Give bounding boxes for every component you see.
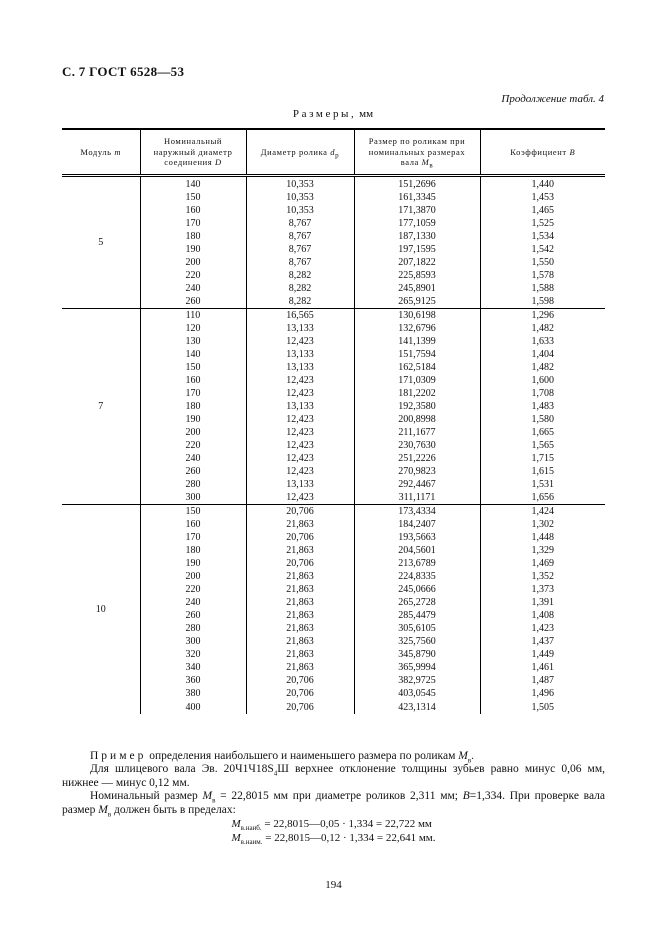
table-cell: 265,9125 [354, 295, 480, 309]
table-row [62, 596, 605, 609]
table-cell: 12,423 [246, 335, 354, 348]
table-row [62, 635, 605, 648]
table-cell: 110 [140, 308, 246, 322]
table-row [62, 175, 605, 191]
sizes-caption [62, 108, 604, 120]
table-cell: 1,302 [480, 518, 605, 531]
table-cell: 193,5663 [354, 531, 480, 544]
table-cell: 340 [140, 661, 246, 674]
table-cell: 20,706 [246, 557, 354, 570]
table-row [62, 531, 605, 544]
table-cell: 130 [140, 335, 246, 348]
table-cell: 280 [140, 622, 246, 635]
table-cell: 260 [140, 465, 246, 478]
table-cell: 12,423 [246, 426, 354, 439]
table-cell: 245,0666 [354, 583, 480, 596]
table-row [62, 361, 605, 374]
table-cell: 1,483 [480, 400, 605, 413]
table-cell: 171,0309 [354, 374, 480, 387]
table-cell: 260 [140, 609, 246, 622]
table-cell: 132,6796 [354, 322, 480, 335]
table-row [62, 570, 605, 583]
module-value: 10 [62, 504, 140, 714]
table-cell: 13,133 [246, 361, 354, 374]
table-cell: 213,6789 [354, 557, 480, 570]
table-cell: 1,482 [480, 361, 605, 374]
table-row [62, 622, 605, 635]
table-cell: 161,3345 [354, 191, 480, 204]
table-cell: 1,633 [480, 335, 605, 348]
table-cell: 20,706 [246, 700, 354, 714]
table-cell: 21,863 [246, 544, 354, 557]
table-cell: 200 [140, 256, 246, 269]
table-cell: 1,496 [480, 687, 605, 700]
table-cell: 16,565 [246, 308, 354, 322]
table-cell: 1,588 [480, 282, 605, 295]
table-cell: 170 [140, 217, 246, 230]
table-cell: 380 [140, 687, 246, 700]
table-cell: 184,2407 [354, 518, 480, 531]
table-cell: 1,656 [480, 491, 605, 505]
table-cell: 220 [140, 439, 246, 452]
table-cell: 1,465 [480, 204, 605, 217]
table-cell: 181,2202 [354, 387, 480, 400]
table-cell: 13,133 [246, 322, 354, 335]
table-cell: 151,2696 [354, 175, 480, 191]
table-cell: 1,565 [480, 439, 605, 452]
table-cell: 1,408 [480, 609, 605, 622]
table-row [62, 491, 605, 505]
table-cell: 1,391 [480, 596, 605, 609]
table-cell: 12,423 [246, 387, 354, 400]
table-cell: 423,1314 [354, 700, 480, 714]
table-cell: 1,404 [480, 348, 605, 361]
table-cell: 20,706 [246, 687, 354, 700]
table-cell: 8,767 [246, 230, 354, 243]
col-header-roller-size: Размер по роликам при номинальных размерах вала $М_в$ [354, 129, 480, 175]
table-cell: 245,8901 [354, 282, 480, 295]
table-cell: 345,8790 [354, 648, 480, 661]
table-cell: 8,282 [246, 282, 354, 295]
table-cell: 21,863 [246, 570, 354, 583]
table-row [62, 557, 605, 570]
table-cell: 204,5601 [354, 544, 480, 557]
table-cell: 140 [140, 348, 246, 361]
table-cell: 160 [140, 518, 246, 531]
table-cell: 382,9725 [354, 674, 480, 687]
table-cell: 265,2728 [354, 596, 480, 609]
table-row [62, 700, 605, 714]
table-cell: 1,373 [480, 583, 605, 596]
table-cell: 12,423 [246, 452, 354, 465]
table-cell: 10,353 [246, 175, 354, 191]
table-cell: 320 [140, 648, 246, 661]
table-cell: 1,469 [480, 557, 605, 570]
table-cell: 224,8335 [354, 570, 480, 583]
table-cell: 120 [140, 322, 246, 335]
page-number: 194 [325, 879, 342, 891]
table-cell: 162,5184 [354, 361, 480, 374]
formula-min: $М_{в.наим.}$ = 22,8015—0,12 · 1,334 = 22,641 мм. [231, 831, 436, 846]
table-cell: 300 [140, 635, 246, 648]
table-row [62, 452, 605, 465]
table-cell: 225,8593 [354, 269, 480, 282]
table-cell: 21,863 [246, 583, 354, 596]
table-cell: 171,3870 [354, 204, 480, 217]
table-cell: 187,1330 [354, 230, 480, 243]
module-value: 5 [98, 237, 104, 248]
example-paragraph-2: Для шлицевого вала Эв. $20Ч1Ч18S_4Ш$ верхнее отклонение толщины зубьев равно минус 0,06 мм, нижнее — минус 0,12 мм. [62, 763, 605, 789]
table-cell: 21,863 [246, 609, 354, 622]
table-row [62, 204, 605, 217]
table-cell: 140 [140, 175, 246, 191]
table-cell: 190 [140, 413, 246, 426]
table-cell: 180 [140, 544, 246, 557]
table-cell: 240 [140, 452, 246, 465]
table-cell: 311,1171 [354, 491, 480, 505]
table-cell: 1,424 [480, 504, 605, 518]
table-cell: 180 [140, 230, 246, 243]
col-header-roller-diameter: Диаметр ролика $d_р$ [246, 129, 354, 175]
table-cell: 1,542 [480, 243, 605, 256]
table-row [62, 243, 605, 256]
module-value: 7 [62, 308, 140, 504]
table-cell: 1,423 [480, 622, 605, 635]
table-cell: 280 [140, 478, 246, 491]
table-cell: 360 [140, 674, 246, 687]
table-cell: 1,482 [480, 322, 605, 335]
table-cell: 1,437 [480, 635, 605, 648]
table-row [62, 465, 605, 478]
table-cell: 251,2226 [354, 452, 480, 465]
table-cell: 305,6105 [354, 622, 480, 635]
table-cell: 8,767 [246, 217, 354, 230]
table-cell: 300 [140, 491, 246, 505]
table-cell: 220 [140, 269, 246, 282]
table-row [62, 322, 605, 335]
table-cell: 1,665 [480, 426, 605, 439]
table-cell: 240 [140, 282, 246, 295]
table-cell: 8,767 [246, 256, 354, 269]
table-row [62, 583, 605, 596]
table-cell: 180 [140, 400, 246, 413]
table-cell: 21,863 [246, 635, 354, 648]
table-row [62, 191, 605, 204]
table-cell: 1,296 [480, 308, 605, 322]
table-cell: 190 [140, 243, 246, 256]
example-paragraph-1: Пример определения наибольшего и наименьшего размера по роликам $М_в$. [90, 749, 475, 764]
table-row [62, 295, 605, 309]
table-cell: 141,1399 [354, 335, 480, 348]
table-cell: 150 [140, 191, 246, 204]
table-cell: 21,863 [246, 622, 354, 635]
table-row [62, 661, 605, 674]
table-cell: 12,423 [246, 465, 354, 478]
table-row [62, 648, 605, 661]
table-row [62, 400, 605, 413]
table-cell: 21,863 [246, 518, 354, 531]
table-row [62, 282, 605, 295]
formulas-block [62, 818, 605, 845]
table-cell: 230,7630 [354, 439, 480, 452]
sizes-caption-unit: мм [356, 108, 374, 120]
table-cell: 8,282 [246, 269, 354, 282]
table-row [62, 335, 605, 348]
table-cell: 1,615 [480, 465, 605, 478]
table-header-row [62, 129, 605, 175]
table-row [62, 426, 605, 439]
col-header-module: Модуль m [62, 129, 140, 175]
table-cell: 260 [140, 295, 246, 309]
table-cell: 150 [140, 504, 246, 518]
table-cell: 170 [140, 387, 246, 400]
table-row [62, 439, 605, 452]
table-cell: 177,1059 [354, 217, 480, 230]
table-row [62, 230, 605, 243]
table-row [62, 269, 605, 282]
formula-max: $М_{в.наиб.}$ = 22,8015—0,05 · 1,334 = 22,722 мм [231, 818, 432, 833]
table-cell: 12,423 [246, 413, 354, 426]
table-row [62, 217, 605, 230]
table-cell: 1,453 [480, 191, 605, 204]
table-row [62, 413, 605, 426]
table-cell: 1,580 [480, 413, 605, 426]
table-cell: 192,3580 [354, 400, 480, 413]
table-cell: 1,600 [480, 374, 605, 387]
table-cell: 1,440 [480, 175, 605, 191]
table-row [62, 478, 605, 491]
sizes-caption-word: Размеры, [292, 108, 357, 120]
table-cell: 20,706 [246, 674, 354, 687]
example-text [62, 750, 605, 818]
table-cell: 207,1822 [354, 256, 480, 269]
table-cell: 151,7594 [354, 348, 480, 361]
table-cell: 130,6198 [354, 308, 480, 322]
table-cell: 240 [140, 596, 246, 609]
table-continuation-note: Продолжение табл. 4 [501, 93, 604, 105]
table-cell: 200,8998 [354, 413, 480, 426]
table-cell: 1,352 [480, 570, 605, 583]
spline-dimensions-table [62, 128, 605, 714]
doc-reference: С. 7 ГОСТ 6528—53 [62, 64, 185, 79]
table-cell: 13,133 [246, 400, 354, 413]
table-row [62, 518, 605, 531]
table-cell: 190 [140, 557, 246, 570]
table-cell: 1,715 [480, 452, 605, 465]
table-row [62, 504, 605, 518]
table-cell: 1,461 [480, 661, 605, 674]
table-row [62, 374, 605, 387]
table-cell: 1,578 [480, 269, 605, 282]
table-cell: 21,863 [246, 661, 354, 674]
spline-table-body [62, 175, 605, 714]
table-cell: 325,7560 [354, 635, 480, 648]
table-cell: 365,9994 [354, 661, 480, 674]
table-cell: 21,863 [246, 648, 354, 661]
table-row [62, 387, 605, 400]
table-cell: 1,525 [480, 217, 605, 230]
table-cell: 13,133 [246, 478, 354, 491]
table-row [62, 348, 605, 361]
table-cell: 1,329 [480, 544, 605, 557]
table-cell: 1,531 [480, 478, 605, 491]
table-cell: 403,0545 [354, 687, 480, 700]
col-header-coefficient: Коэффициент В [480, 129, 605, 175]
table-cell: 270,9823 [354, 465, 480, 478]
table-cell: 220 [140, 583, 246, 596]
table-cell: 200 [140, 426, 246, 439]
table-cell: 1,550 [480, 256, 605, 269]
example-paragraph-3: Номинальный размер $М_в = 22,8015$ мм при диаметре роликов 2,311 мм; В=1,334. При проверке вала размер $М_в$ должен быть в пределах: [62, 790, 605, 818]
table-cell: 292,4467 [354, 478, 480, 491]
table-cell: 12,423 [246, 491, 354, 505]
table-row [62, 609, 605, 622]
table-cell: 160 [140, 374, 246, 387]
table-row [62, 674, 605, 687]
table-row [62, 308, 605, 322]
table-cell: 12,423 [246, 374, 354, 387]
table-cell: 170 [140, 531, 246, 544]
table-row [62, 544, 605, 557]
table-cell: 13,133 [246, 348, 354, 361]
table-cell: 285,4479 [354, 609, 480, 622]
table-cell: 10,353 [246, 191, 354, 204]
table-cell: 10,353 [246, 204, 354, 217]
table-cell: 1,534 [480, 230, 605, 243]
table-cell: 1,505 [480, 700, 605, 714]
table-cell: 150 [140, 361, 246, 374]
table-cell: 197,1595 [354, 243, 480, 256]
col-header-outer-diameter: Номинальный наружный диаметр соединения D [140, 129, 246, 175]
table-cell: 200 [140, 570, 246, 583]
table-cell: 1,487 [480, 674, 605, 687]
table-cell: 12,423 [246, 439, 354, 452]
table-cell: 160 [140, 204, 246, 217]
table-cell: 20,706 [246, 531, 354, 544]
table-cell: 400 [140, 700, 246, 714]
table-cell: 1,448 [480, 531, 605, 544]
table-cell: 8,767 [246, 243, 354, 256]
table-cell: 211,1677 [354, 426, 480, 439]
table-cell: 20,706 [246, 504, 354, 518]
table-cell: 173,4334 [354, 504, 480, 518]
table-cell: 8,282 [246, 295, 354, 309]
table-cell: 1,598 [480, 295, 605, 309]
table-cell: 1,708 [480, 387, 605, 400]
table-row [62, 687, 605, 700]
table-cell: 21,863 [246, 596, 354, 609]
table-row [62, 256, 605, 269]
table-cell: 1,449 [480, 648, 605, 661]
